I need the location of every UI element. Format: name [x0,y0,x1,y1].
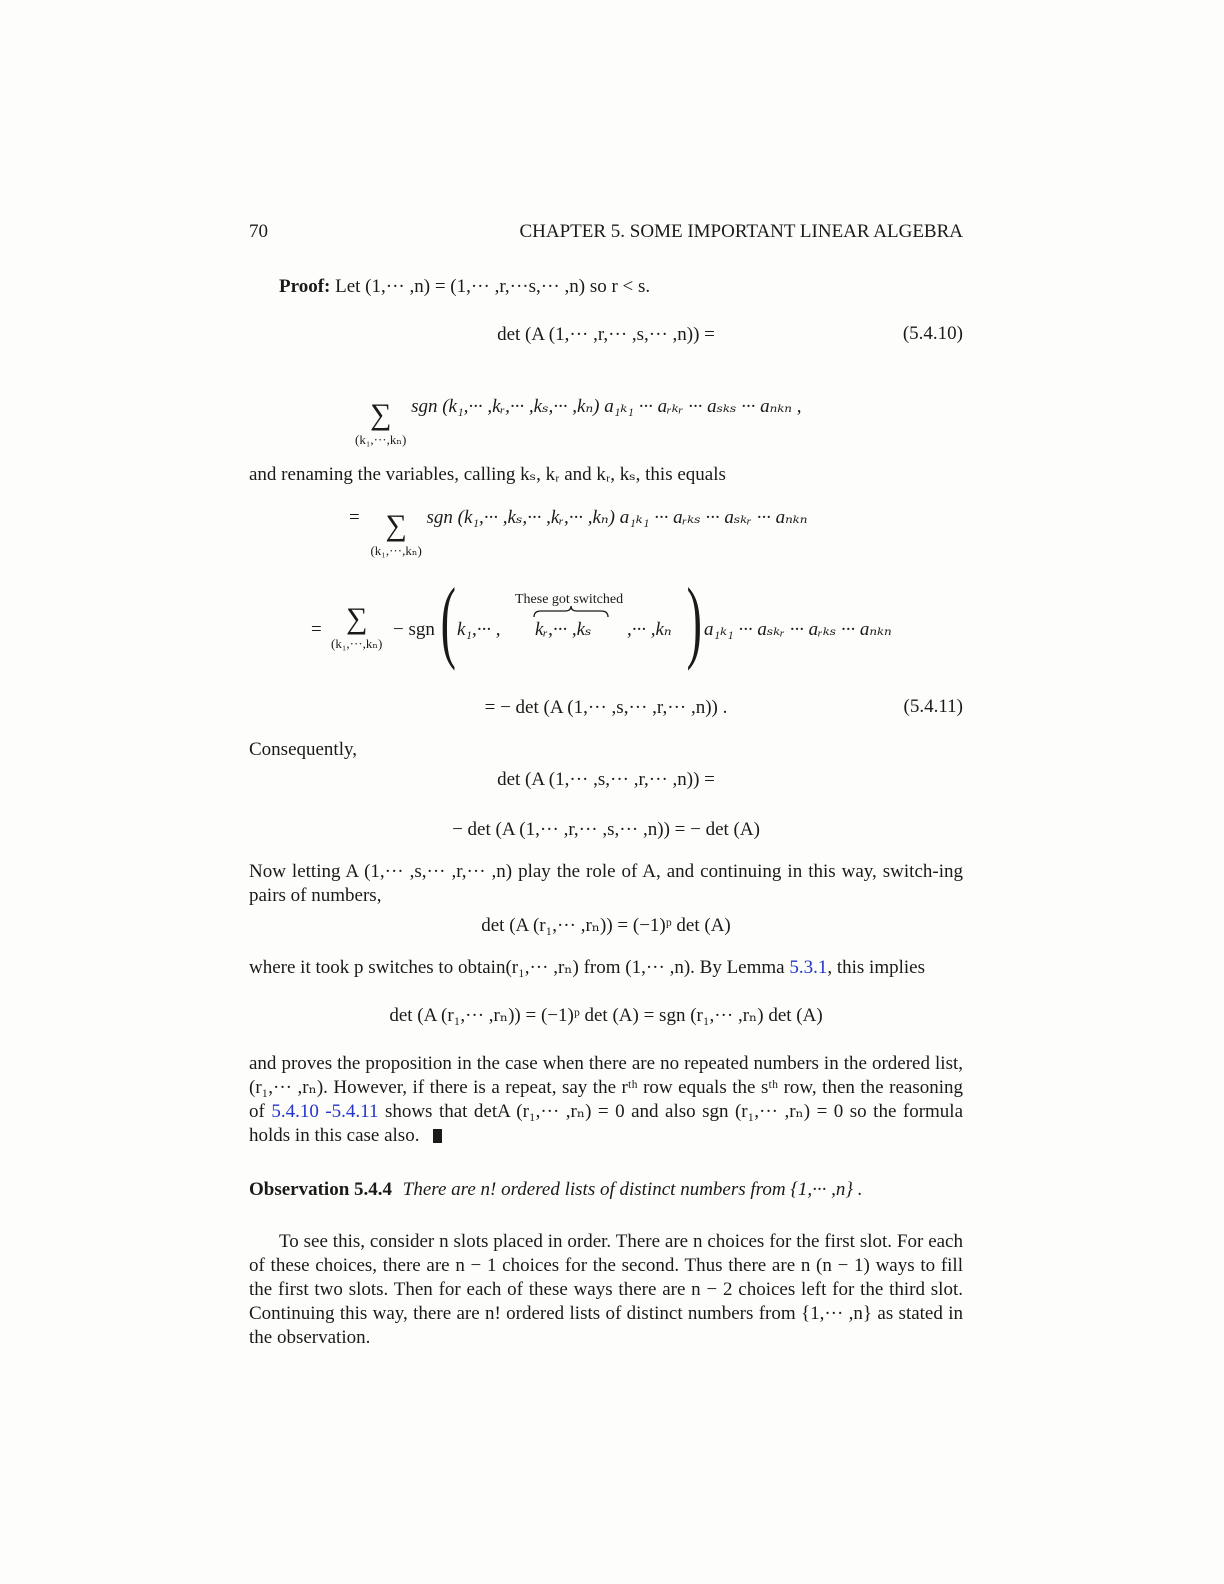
page-number: 70 [249,221,268,242]
sigma-symbol: ∑ [345,602,368,635]
lemma-link[interactable]: 5.3.1 [789,957,828,978]
summation [370,508,422,563]
renaming-text: and renaming the variables, calling kₛ, kᵣ and kᵣ, kₛ, this equals [249,464,726,485]
qed-square-icon [433,1129,442,1143]
minus-sgn: − sgn [393,619,435,640]
right-big-paren: ) [686,569,702,671]
now-letting-paragraph: Now letting A (1,··· ,s,··· ,r,··· ,n) play the role of A, and continuing in this way, switch-ing pairs of numbers, [249,861,963,906]
equation-6: det (A (1,··· ,s,··· ,r,··· ,n)) = [497,769,715,790]
equation-5-4-11: = − det (A (1,··· ,s,··· ,r,··· ,n)) . [484,697,728,718]
final-text-before: and proves the proposition in the case when there are no repeated numbers in the ordered list, (r₁,··· ,rₙ). However, if there is a repeat, say the rᵗʰ row equals the sᵗʰ row, then the reasoning of [249,1053,963,1122]
switch-left-part: k₁,··· , [457,619,501,640]
final-text-after: shows that detA (r₁,··· ,rₙ) = 0 and also sgn (r₁,··· ,rₙ) = 0 so the formula holds in this case also. [249,1101,964,1146]
equation-5-4-10: det (A (1,··· ,r,··· ,s,··· ,n)) = [497,324,715,345]
observation-explanation: To see this, consider n slots placed in order. There are n choices for the first slot. For each of these choices, there are n − 1 choices for the second. Thus there are n (n − 1) ways to fill the first two slots. Then for each of these ways there are n − 2 choices left for the third slot. Continuing this way, there are n! ordered lists of distinct numbers from {1,··· ,n} as stated in the observation. [249,1231,963,1348]
where-text-before: where it took p switches to obtain(r₁,··· ,rₙ) from (1,··· ,n). By Lemma [249,957,790,978]
switch-right-part: ,··· ,kₙ [627,619,672,640]
proof-intro-text: Let (1,··· ,n) = (1,··· ,r,···s,··· ,n) so r < s. [335,276,651,297]
observation-statement: There are n! ordered lists of distinct numbers from {1,··· ,n} . [402,1179,863,1200]
left-big-paren: ( [440,569,456,671]
equation-range-link[interactable]: 5.4.10 -5.4.11 [271,1101,379,1122]
chapter-title: CHAPTER 5. SOME IMPORTANT LINEAR ALGEBRA [519,221,963,242]
final-paragraph [249,1052,963,1148]
equation-number-5-4-10: (5.4.10) [902,323,963,344]
proof-label: Proof: [279,276,331,297]
equation-9: det (A (r₁,··· ,rₙ)) = (−1)ᵖ det (A) = sgn (r₁,··· ,rₙ) det (A) [389,1005,823,1026]
summation [355,397,407,452]
equals-sign: = [349,507,360,528]
sum-equation-1 [355,395,801,452]
where-text-after: , this implies [827,957,926,978]
switch-tail: a₁ₖ₁ ··· aₛₖᵣ ··· aᵣₖₛ ··· aₙₖₙ [704,619,892,640]
proof-intro [279,275,650,299]
equation-7: − det (A (1,··· ,r,··· ,s,··· ,n)) = − det (A) [452,819,760,840]
sum-limits: (k₁,···,kₙ) [331,636,383,651]
equation-8: det (A (r₁,··· ,rₙ)) = (−1)ᵖ det (A) [481,915,731,936]
consequently-text: Consequently, [249,739,358,760]
observation-label: Observation 5.4.4 [249,1179,393,1200]
brace-label: These got switched [515,592,624,607]
sum-limits: (k₁,···,kₙ) [355,431,407,447]
sum-equation-2 [349,506,807,563]
sigma-symbol: ∑ [369,397,392,431]
where-paragraph [249,956,963,980]
equation-number-5-4-11: (5.4.11) [903,696,963,717]
equals-sign: = [311,619,322,640]
summation [331,604,382,656]
overbrace-icon [533,606,609,618]
sum-limits: (k₁,···,kₙ) [370,542,422,558]
sigma-symbol: ∑ [385,508,407,542]
observation [249,1178,863,1202]
sum-body-2: sgn (k₁,··· ,kₛ,··· ,kᵣ,··· ,kₙ) a₁ₖ₁ ··· aᵣₖₛ ··· aₛₖᵣ ··· aₙₖₙ [426,507,808,528]
switched-terms: kᵣ,··· ,kₛ [535,619,592,640]
sum-body-1: sgn (k₁,··· ,kᵣ,··· ,kₛ,··· ,kₙ) a₁ₖ₁ ··· aᵣₖᵣ ··· aₛₖₛ ··· aₙₖₙ , [411,396,802,417]
